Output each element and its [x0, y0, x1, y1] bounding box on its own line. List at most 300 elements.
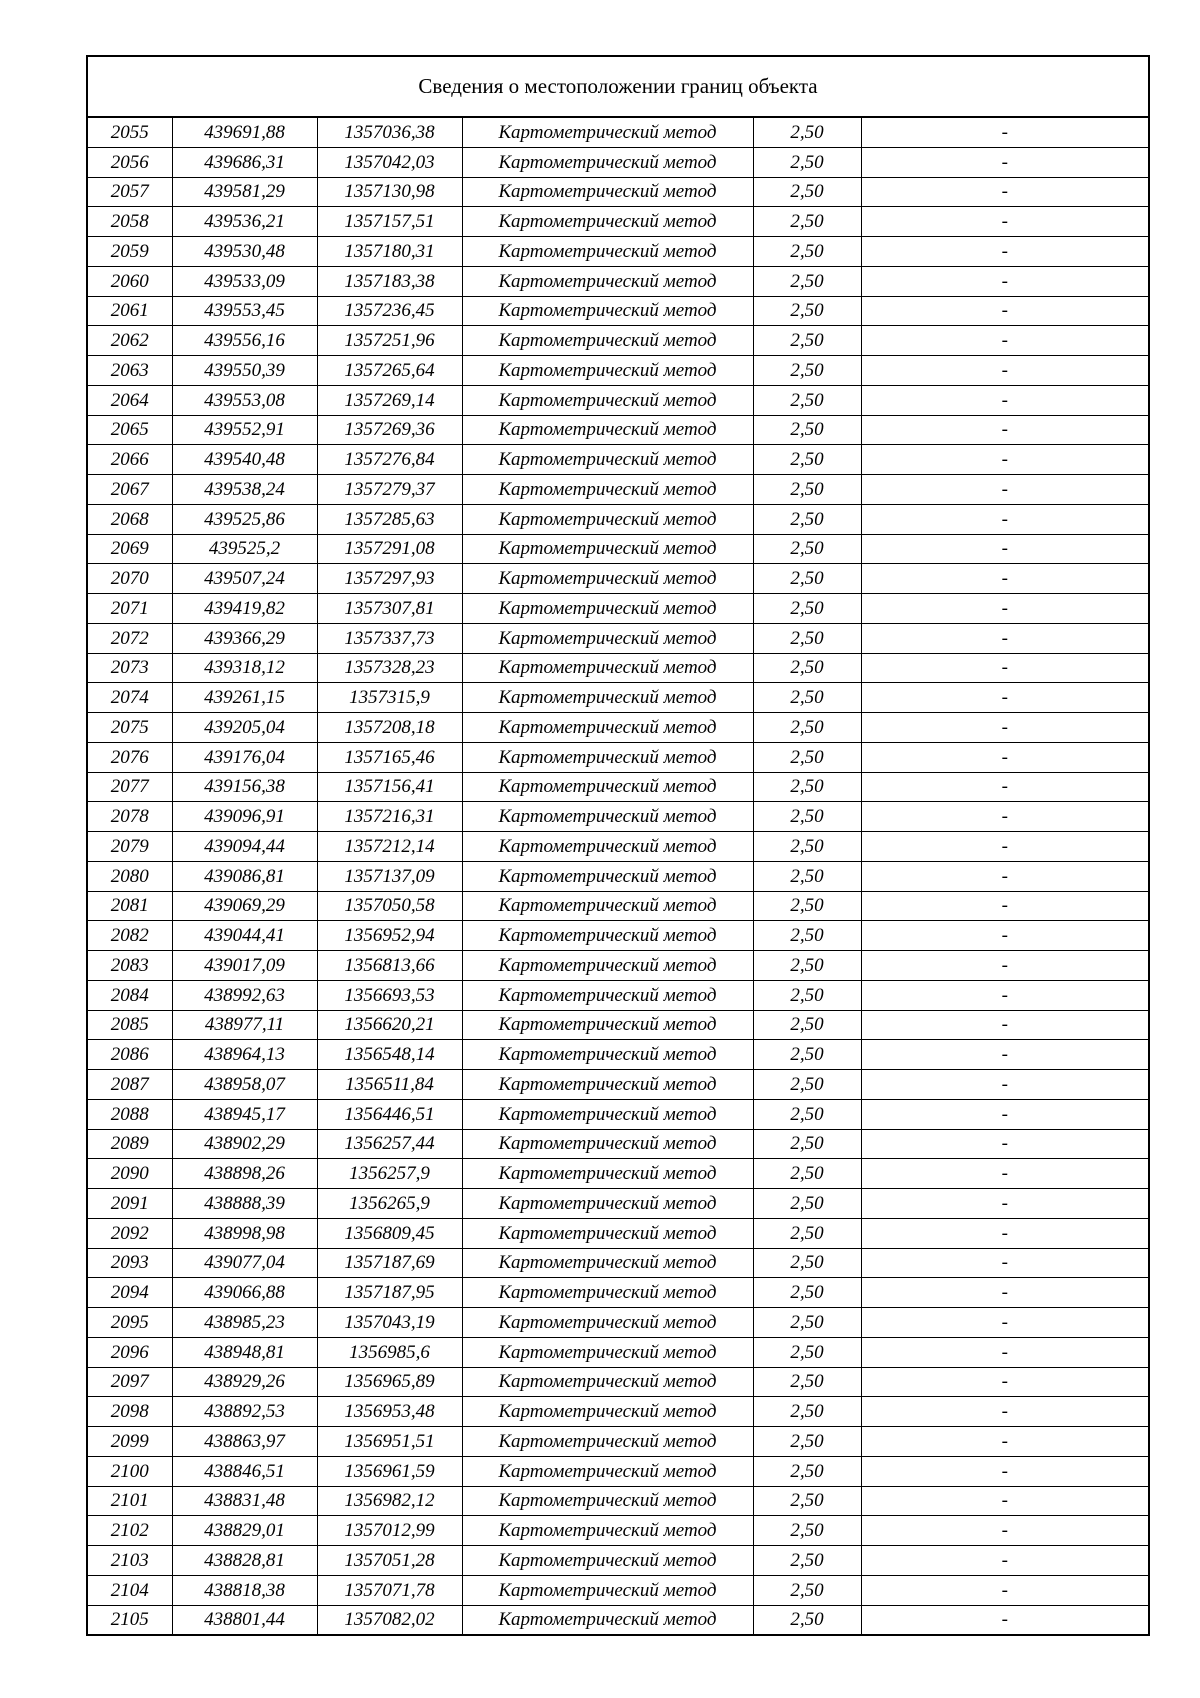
- table-row: [87, 564, 1149, 594]
- point-number-cell: 2097: [87, 1367, 172, 1397]
- method-cell: Картометрический метод: [462, 802, 753, 832]
- x-coordinate-cell: 439096,91: [172, 802, 317, 832]
- accuracy-cell: 2,50: [753, 742, 861, 772]
- description-cell: -: [861, 1159, 1149, 1189]
- table-row: [87, 713, 1149, 743]
- accuracy-cell: 2,50: [753, 921, 861, 951]
- method-cell: Картометрический метод: [462, 772, 753, 802]
- x-coordinate-cell: 438985,23: [172, 1308, 317, 1338]
- accuracy-cell: 2,50: [753, 356, 861, 386]
- point-number-cell: 2073: [87, 653, 172, 683]
- y-coordinate-cell: 1357236,45: [317, 296, 462, 326]
- table-body: [87, 56, 1149, 1635]
- table-row: [87, 1516, 1149, 1546]
- table-row: [87, 445, 1149, 475]
- y-coordinate-cell: 1357276,84: [317, 445, 462, 475]
- table-row: [87, 296, 1149, 326]
- y-coordinate-cell: 1357180,31: [317, 237, 462, 267]
- point-number-cell: 2062: [87, 326, 172, 356]
- method-cell: Картометрический метод: [462, 1308, 753, 1338]
- point-number-cell: 2100: [87, 1456, 172, 1486]
- point-number-cell: 2102: [87, 1516, 172, 1546]
- point-number-cell: 2088: [87, 1099, 172, 1129]
- description-cell: -: [861, 980, 1149, 1010]
- point-number-cell: 2075: [87, 713, 172, 743]
- y-coordinate-cell: 1357051,28: [317, 1546, 462, 1576]
- x-coordinate-cell: 438992,63: [172, 980, 317, 1010]
- description-cell: -: [861, 772, 1149, 802]
- point-number-cell: 2056: [87, 147, 172, 177]
- y-coordinate-cell: 1356446,51: [317, 1099, 462, 1129]
- method-cell: Картометрический метод: [462, 504, 753, 534]
- y-coordinate-cell: 1356961,59: [317, 1456, 462, 1486]
- y-coordinate-cell: 1357187,69: [317, 1248, 462, 1278]
- method-cell: Картометрический метод: [462, 385, 753, 415]
- x-coordinate-cell: 438998,98: [172, 1218, 317, 1248]
- point-number-cell: 2090: [87, 1159, 172, 1189]
- description-cell: -: [861, 445, 1149, 475]
- point-number-cell: 2061: [87, 296, 172, 326]
- point-number-cell: 2084: [87, 980, 172, 1010]
- accuracy-cell: 2,50: [753, 861, 861, 891]
- accuracy-cell: 2,50: [753, 504, 861, 534]
- point-number-cell: 2104: [87, 1575, 172, 1605]
- description-cell: -: [861, 1040, 1149, 1070]
- x-coordinate-cell: 439156,38: [172, 772, 317, 802]
- table-row: [87, 1486, 1149, 1516]
- point-number-cell: 2064: [87, 385, 172, 415]
- y-coordinate-cell: 1357183,38: [317, 266, 462, 296]
- method-cell: Картометрический метод: [462, 832, 753, 862]
- y-coordinate-cell: 1357082,02: [317, 1605, 462, 1635]
- x-coordinate-cell: 439044,41: [172, 921, 317, 951]
- description-cell: -: [861, 891, 1149, 921]
- method-cell: Картометрический метод: [462, 564, 753, 594]
- method-cell: Картометрический метод: [462, 861, 753, 891]
- accuracy-cell: 2,50: [753, 445, 861, 475]
- accuracy-cell: 2,50: [753, 951, 861, 981]
- y-coordinate-cell: 1356953,48: [317, 1397, 462, 1427]
- description-cell: -: [861, 1546, 1149, 1576]
- description-cell: -: [861, 266, 1149, 296]
- x-coordinate-cell: 439094,44: [172, 832, 317, 862]
- method-cell: Картометрический метод: [462, 1337, 753, 1367]
- table-row: [87, 861, 1149, 891]
- method-cell: Картометрический метод: [462, 475, 753, 505]
- point-number-cell: 2058: [87, 207, 172, 237]
- description-cell: -: [861, 713, 1149, 743]
- method-cell: Картометрический метод: [462, 653, 753, 683]
- method-cell: Картометрический метод: [462, 1129, 753, 1159]
- table-row: [87, 1427, 1149, 1457]
- y-coordinate-cell: 1357212,14: [317, 832, 462, 862]
- x-coordinate-cell: 439540,48: [172, 445, 317, 475]
- table-row: [87, 356, 1149, 386]
- y-coordinate-cell: 1356985,6: [317, 1337, 462, 1367]
- x-coordinate-cell: 439553,08: [172, 385, 317, 415]
- x-coordinate-cell: 439176,04: [172, 742, 317, 772]
- description-cell: -: [861, 653, 1149, 683]
- table-row: [87, 742, 1149, 772]
- table-row: [87, 207, 1149, 237]
- x-coordinate-cell: 438902,29: [172, 1129, 317, 1159]
- y-coordinate-cell: 1357251,96: [317, 326, 462, 356]
- description-cell: -: [861, 1099, 1149, 1129]
- x-coordinate-cell: 439525,2: [172, 534, 317, 564]
- method-cell: Картометрический метод: [462, 1546, 753, 1576]
- x-coordinate-cell: 439318,12: [172, 653, 317, 683]
- method-cell: Картометрический метод: [462, 1367, 753, 1397]
- description-cell: -: [861, 1189, 1149, 1219]
- description-cell: -: [861, 356, 1149, 386]
- y-coordinate-cell: 1357269,14: [317, 385, 462, 415]
- accuracy-cell: 2,50: [753, 1040, 861, 1070]
- table-row: [87, 326, 1149, 356]
- accuracy-cell: 2,50: [753, 1516, 861, 1546]
- table-row: [87, 266, 1149, 296]
- y-coordinate-cell: 1357042,03: [317, 147, 462, 177]
- description-cell: -: [861, 415, 1149, 445]
- description-cell: -: [861, 177, 1149, 207]
- x-coordinate-cell: 439686,31: [172, 147, 317, 177]
- description-cell: -: [861, 861, 1149, 891]
- x-coordinate-cell: 439261,15: [172, 683, 317, 713]
- y-coordinate-cell: 1356965,89: [317, 1367, 462, 1397]
- x-coordinate-cell: 439205,04: [172, 713, 317, 743]
- point-number-cell: 2079: [87, 832, 172, 862]
- description-cell: -: [861, 1486, 1149, 1516]
- y-coordinate-cell: 1357130,98: [317, 177, 462, 207]
- y-coordinate-cell: 1357265,64: [317, 356, 462, 386]
- method-cell: Картометрический метод: [462, 1010, 753, 1040]
- table-row: [87, 832, 1149, 862]
- x-coordinate-cell: 438898,26: [172, 1159, 317, 1189]
- accuracy-cell: 2,50: [753, 1308, 861, 1338]
- x-coordinate-cell: 439086,81: [172, 861, 317, 891]
- point-number-cell: 2091: [87, 1189, 172, 1219]
- table-row: [87, 980, 1149, 1010]
- point-number-cell: 2076: [87, 742, 172, 772]
- accuracy-cell: 2,50: [753, 623, 861, 653]
- accuracy-cell: 2,50: [753, 1397, 861, 1427]
- method-cell: Картометрический метод: [462, 1070, 753, 1100]
- method-cell: Картометрический метод: [462, 326, 753, 356]
- title-row: [87, 56, 1149, 117]
- method-cell: Картометрический метод: [462, 742, 753, 772]
- x-coordinate-cell: 439525,86: [172, 504, 317, 534]
- method-cell: Картометрический метод: [462, 891, 753, 921]
- x-coordinate-cell: 439530,48: [172, 237, 317, 267]
- y-coordinate-cell: 1356620,21: [317, 1010, 462, 1040]
- point-number-cell: 2094: [87, 1278, 172, 1308]
- x-coordinate-cell: 438831,48: [172, 1486, 317, 1516]
- point-number-cell: 2093: [87, 1248, 172, 1278]
- point-number-cell: 2057: [87, 177, 172, 207]
- description-cell: -: [861, 742, 1149, 772]
- description-cell: -: [861, 1278, 1149, 1308]
- description-cell: -: [861, 1337, 1149, 1367]
- point-number-cell: 2059: [87, 237, 172, 267]
- table-row: [87, 177, 1149, 207]
- x-coordinate-cell: 439066,88: [172, 1278, 317, 1308]
- description-cell: -: [861, 504, 1149, 534]
- method-cell: Картометрический метод: [462, 117, 753, 147]
- boundary-coordinates-table: [86, 55, 1150, 1636]
- table-row: [87, 891, 1149, 921]
- x-coordinate-cell: 438846,51: [172, 1456, 317, 1486]
- y-coordinate-cell: 1357269,36: [317, 415, 462, 445]
- description-cell: -: [861, 802, 1149, 832]
- description-cell: -: [861, 117, 1149, 147]
- x-coordinate-cell: 438828,81: [172, 1546, 317, 1576]
- accuracy-cell: 2,50: [753, 1099, 861, 1129]
- y-coordinate-cell: 1357012,99: [317, 1516, 462, 1546]
- x-coordinate-cell: 438948,81: [172, 1337, 317, 1367]
- y-coordinate-cell: 1356813,66: [317, 951, 462, 981]
- table-row: [87, 1575, 1149, 1605]
- point-number-cell: 2074: [87, 683, 172, 713]
- accuracy-cell: 2,50: [753, 266, 861, 296]
- point-number-cell: 2063: [87, 356, 172, 386]
- x-coordinate-cell: 438892,53: [172, 1397, 317, 1427]
- method-cell: Картометрический метод: [462, 1159, 753, 1189]
- x-coordinate-cell: 438829,01: [172, 1516, 317, 1546]
- table-row: [87, 475, 1149, 505]
- y-coordinate-cell: 1357036,38: [317, 117, 462, 147]
- point-number-cell: 2055: [87, 117, 172, 147]
- description-cell: -: [861, 623, 1149, 653]
- accuracy-cell: 2,50: [753, 1486, 861, 1516]
- table-row: [87, 415, 1149, 445]
- x-coordinate-cell: 439507,24: [172, 564, 317, 594]
- description-cell: -: [861, 1248, 1149, 1278]
- y-coordinate-cell: 1357208,18: [317, 713, 462, 743]
- x-coordinate-cell: 438958,07: [172, 1070, 317, 1100]
- table-row: [87, 1367, 1149, 1397]
- x-coordinate-cell: 439550,39: [172, 356, 317, 386]
- y-coordinate-cell: 1357071,78: [317, 1575, 462, 1605]
- accuracy-cell: 2,50: [753, 1337, 861, 1367]
- accuracy-cell: 2,50: [753, 1546, 861, 1576]
- table-row: [87, 1218, 1149, 1248]
- x-coordinate-cell: 439533,09: [172, 266, 317, 296]
- description-cell: -: [861, 534, 1149, 564]
- x-coordinate-cell: 438888,39: [172, 1189, 317, 1219]
- description-cell: -: [861, 385, 1149, 415]
- description-cell: -: [861, 1308, 1149, 1338]
- y-coordinate-cell: 1357279,37: [317, 475, 462, 505]
- table-row: [87, 1099, 1149, 1129]
- description-cell: -: [861, 207, 1149, 237]
- method-cell: Картометрический метод: [462, 951, 753, 981]
- y-coordinate-cell: 1356693,53: [317, 980, 462, 1010]
- accuracy-cell: 2,50: [753, 1367, 861, 1397]
- table-row: [87, 683, 1149, 713]
- table-row: [87, 237, 1149, 267]
- x-coordinate-cell: 439069,29: [172, 891, 317, 921]
- x-coordinate-cell: 439552,91: [172, 415, 317, 445]
- method-cell: Картометрический метод: [462, 1397, 753, 1427]
- accuracy-cell: 2,50: [753, 177, 861, 207]
- y-coordinate-cell: 1357291,08: [317, 534, 462, 564]
- description-cell: -: [861, 147, 1149, 177]
- table-row: [87, 772, 1149, 802]
- method-cell: Картометрический метод: [462, 1248, 753, 1278]
- table-row: [87, 1070, 1149, 1100]
- description-cell: -: [861, 1070, 1149, 1100]
- method-cell: Картометрический метод: [462, 1040, 753, 1070]
- accuracy-cell: 2,50: [753, 147, 861, 177]
- accuracy-cell: 2,50: [753, 1070, 861, 1100]
- x-coordinate-cell: 438929,26: [172, 1367, 317, 1397]
- x-coordinate-cell: 438977,11: [172, 1010, 317, 1040]
- accuracy-cell: 2,50: [753, 534, 861, 564]
- method-cell: Картометрический метод: [462, 1516, 753, 1546]
- y-coordinate-cell: 1357137,09: [317, 861, 462, 891]
- method-cell: Картометрический метод: [462, 713, 753, 743]
- table-row: [87, 117, 1149, 147]
- method-cell: Картометрический метод: [462, 1575, 753, 1605]
- accuracy-cell: 2,50: [753, 475, 861, 505]
- table-row: [87, 1337, 1149, 1367]
- y-coordinate-cell: 1357285,63: [317, 504, 462, 534]
- point-number-cell: 2070: [87, 564, 172, 594]
- x-coordinate-cell: 439536,21: [172, 207, 317, 237]
- x-coordinate-cell: 439556,16: [172, 326, 317, 356]
- method-cell: Картометрический метод: [462, 266, 753, 296]
- description-cell: -: [861, 1605, 1149, 1635]
- method-cell: Картометрический метод: [462, 207, 753, 237]
- table-row: [87, 921, 1149, 951]
- table-row: [87, 504, 1149, 534]
- table-row: [87, 534, 1149, 564]
- method-cell: Картометрический метод: [462, 147, 753, 177]
- table-row: [87, 951, 1149, 981]
- point-number-cell: 2065: [87, 415, 172, 445]
- accuracy-cell: 2,50: [753, 296, 861, 326]
- table-row: [87, 1010, 1149, 1040]
- x-coordinate-cell: 438964,13: [172, 1040, 317, 1070]
- accuracy-cell: 2,50: [753, 683, 861, 713]
- table-row: [87, 802, 1149, 832]
- description-cell: -: [861, 1218, 1149, 1248]
- method-cell: Картометрический метод: [462, 177, 753, 207]
- y-coordinate-cell: 1357328,23: [317, 653, 462, 683]
- method-cell: Картометрический метод: [462, 296, 753, 326]
- description-cell: -: [861, 951, 1149, 981]
- method-cell: Картометрический метод: [462, 1189, 753, 1219]
- accuracy-cell: 2,50: [753, 1129, 861, 1159]
- description-cell: -: [861, 475, 1149, 505]
- description-cell: -: [861, 1397, 1149, 1427]
- table-row: [87, 1278, 1149, 1308]
- accuracy-cell: 2,50: [753, 1248, 861, 1278]
- accuracy-cell: 2,50: [753, 1605, 861, 1635]
- point-number-cell: 2089: [87, 1129, 172, 1159]
- table-row: [87, 594, 1149, 624]
- x-coordinate-cell: 438801,44: [172, 1605, 317, 1635]
- description-cell: -: [861, 1010, 1149, 1040]
- x-coordinate-cell: 438863,97: [172, 1427, 317, 1457]
- table-row: [87, 1129, 1149, 1159]
- y-coordinate-cell: 1357043,19: [317, 1308, 462, 1338]
- accuracy-cell: 2,50: [753, 1456, 861, 1486]
- table-row: [87, 1546, 1149, 1576]
- accuracy-cell: 2,50: [753, 1575, 861, 1605]
- table-row: [87, 623, 1149, 653]
- method-cell: Картометрический метод: [462, 237, 753, 267]
- table-row: [87, 1308, 1149, 1338]
- point-number-cell: 2069: [87, 534, 172, 564]
- description-cell: -: [861, 1456, 1149, 1486]
- accuracy-cell: 2,50: [753, 594, 861, 624]
- description-cell: -: [861, 296, 1149, 326]
- y-coordinate-cell: 1357216,31: [317, 802, 462, 832]
- y-coordinate-cell: 1356511,84: [317, 1070, 462, 1100]
- y-coordinate-cell: 1357307,81: [317, 594, 462, 624]
- description-cell: -: [861, 564, 1149, 594]
- y-coordinate-cell: 1357187,95: [317, 1278, 462, 1308]
- table-row: [87, 385, 1149, 415]
- accuracy-cell: 2,50: [753, 1010, 861, 1040]
- point-number-cell: 2060: [87, 266, 172, 296]
- accuracy-cell: 2,50: [753, 980, 861, 1010]
- table-row: [87, 1456, 1149, 1486]
- accuracy-cell: 2,50: [753, 117, 861, 147]
- accuracy-cell: 2,50: [753, 564, 861, 594]
- point-number-cell: 2068: [87, 504, 172, 534]
- point-number-cell: 2087: [87, 1070, 172, 1100]
- point-number-cell: 2101: [87, 1486, 172, 1516]
- table-row: [87, 147, 1149, 177]
- point-number-cell: 2072: [87, 623, 172, 653]
- y-coordinate-cell: 1356257,44: [317, 1129, 462, 1159]
- point-number-cell: 2078: [87, 802, 172, 832]
- method-cell: Картометрический метод: [462, 1456, 753, 1486]
- y-coordinate-cell: 1357156,41: [317, 772, 462, 802]
- x-coordinate-cell: 439691,88: [172, 117, 317, 147]
- description-cell: -: [861, 237, 1149, 267]
- method-cell: Картометрический метод: [462, 1605, 753, 1635]
- point-number-cell: 2099: [87, 1427, 172, 1457]
- accuracy-cell: 2,50: [753, 832, 861, 862]
- point-number-cell: 2067: [87, 475, 172, 505]
- accuracy-cell: 2,50: [753, 1159, 861, 1189]
- accuracy-cell: 2,50: [753, 891, 861, 921]
- x-coordinate-cell: 439553,45: [172, 296, 317, 326]
- y-coordinate-cell: 1357050,58: [317, 891, 462, 921]
- point-number-cell: 2103: [87, 1546, 172, 1576]
- method-cell: Картометрический метод: [462, 1099, 753, 1129]
- method-cell: Картометрический метод: [462, 1486, 753, 1516]
- method-cell: Картометрический метод: [462, 921, 753, 951]
- accuracy-cell: 2,50: [753, 1427, 861, 1457]
- accuracy-cell: 2,50: [753, 1218, 861, 1248]
- y-coordinate-cell: 1356982,12: [317, 1486, 462, 1516]
- accuracy-cell: 2,50: [753, 1278, 861, 1308]
- method-cell: Картометрический метод: [462, 1278, 753, 1308]
- accuracy-cell: 2,50: [753, 326, 861, 356]
- table-row: [87, 1159, 1149, 1189]
- point-number-cell: 2083: [87, 951, 172, 981]
- point-number-cell: 2071: [87, 594, 172, 624]
- description-cell: -: [861, 1367, 1149, 1397]
- description-cell: -: [861, 1427, 1149, 1457]
- point-number-cell: 2086: [87, 1040, 172, 1070]
- table-row: [87, 653, 1149, 683]
- x-coordinate-cell: 438818,38: [172, 1575, 317, 1605]
- x-coordinate-cell: 439077,04: [172, 1248, 317, 1278]
